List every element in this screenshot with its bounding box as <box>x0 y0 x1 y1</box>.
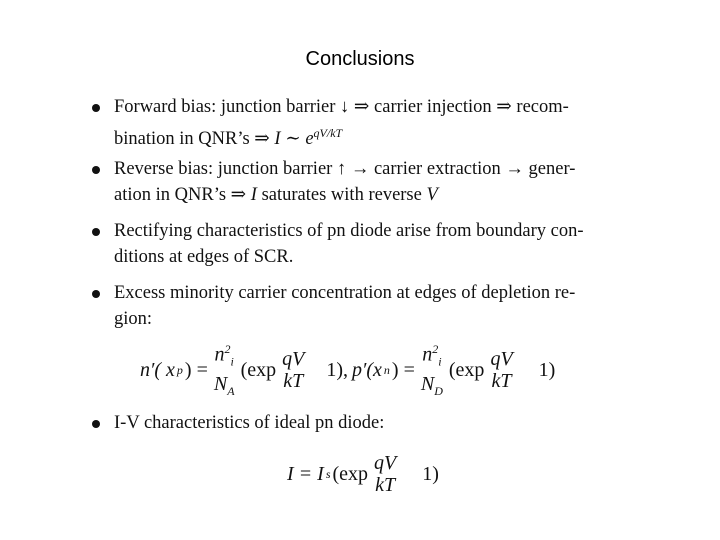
fraction-denominator: kT <box>283 370 304 392</box>
eq-term: ) = <box>184 358 208 381</box>
fraction-numerator: qV <box>490 348 513 370</box>
fraction-denominator <box>212 373 237 402</box>
bullet-rectifying <box>92 218 622 270</box>
bullet-line: Reverse bias: junction barrier ↑ → carrier extraction → gener- <box>114 159 576 179</box>
bullet-excess-carriers <box>92 280 622 332</box>
eq-subscript: s <box>325 466 331 481</box>
eq-term: n′( x <box>140 358 175 381</box>
bullet-iv-characteristics <box>92 410 622 436</box>
eq-term: N <box>213 372 228 395</box>
fraction-numerator <box>213 338 236 373</box>
eq-subscript: n <box>383 362 390 377</box>
eq-term: N <box>420 372 435 395</box>
fraction-denominator: kT <box>375 474 396 496</box>
bullet-line: bination in QNR’s ⇒ <box>114 129 275 150</box>
bullet-line: Excess minority carrier concentration at edges of depletion re- <box>114 283 576 303</box>
eq-subscript: i <box>230 354 234 369</box>
fraction-denominator <box>419 373 445 402</box>
eq-term: (exp <box>240 358 277 381</box>
fraction <box>488 348 514 392</box>
bullet-forward-bias <box>92 94 622 152</box>
eq-term: p′(x <box>352 358 382 381</box>
bullet-text <box>114 94 622 152</box>
eq-term: I = I <box>287 462 324 485</box>
bullet-text <box>114 280 622 332</box>
math-expression: I ∼ e <box>274 129 314 150</box>
eq-subscript: p <box>176 362 183 377</box>
eq-subscript: i <box>438 354 442 369</box>
bullet-line: ation in QNR’s ⇒ <box>114 185 251 205</box>
eq-term: 1), <box>326 358 348 381</box>
equation-excess-carriers <box>138 340 557 400</box>
bullet-reverse-bias <box>92 156 622 208</box>
eq-term: 1) <box>538 358 556 381</box>
eq-term: 1) <box>422 462 439 485</box>
fraction <box>280 348 306 392</box>
math-variable: V <box>426 185 438 205</box>
eq-subscript: D <box>434 383 443 398</box>
eq-term: n <box>422 343 433 366</box>
bullet-text <box>114 156 622 208</box>
fraction <box>372 452 398 496</box>
bullet-dot <box>92 228 100 236</box>
bullet-line: Forward bias: junction barrier ↓ ⇒ carrier injection ⇒ recom- <box>114 97 569 117</box>
bullet-line: ditions at edges of SCR. <box>114 247 294 267</box>
equation-diode-current <box>285 444 441 504</box>
bullet-text <box>114 410 622 436</box>
eq-term: ) = <box>391 358 415 381</box>
math-expression: I <box>250 185 257 205</box>
bullet-dot <box>92 290 100 298</box>
fraction <box>419 338 445 402</box>
math-superscript: qV/kT <box>313 126 343 140</box>
eq-term: n <box>214 343 225 366</box>
fraction-numerator: qV <box>282 348 305 370</box>
fraction <box>212 338 237 402</box>
slide-title: Conclusions <box>305 48 415 70</box>
eq-term: (exp <box>332 462 369 485</box>
fraction-denominator: kT <box>491 370 512 392</box>
bullet-line: Rectifying characteristics of pn diode arise from boundary con- <box>114 221 584 241</box>
bullet-line: I-V characteristics of ideal pn diode: <box>114 413 385 433</box>
eq-term: (exp <box>448 358 485 381</box>
eq-subscript: A <box>227 383 235 398</box>
bullet-line: gion: <box>114 309 153 329</box>
bullet-dot <box>92 104 100 112</box>
bullet-dot <box>92 166 100 174</box>
bullet-text <box>114 218 622 270</box>
eq-superscript: 2 <box>432 342 439 357</box>
bullet-line: saturates with reverse <box>256 185 427 205</box>
fraction-numerator <box>420 338 443 373</box>
fraction-numerator: qV <box>374 452 397 474</box>
bullet-dot <box>92 420 100 428</box>
eq-superscript: 2 <box>224 342 231 357</box>
